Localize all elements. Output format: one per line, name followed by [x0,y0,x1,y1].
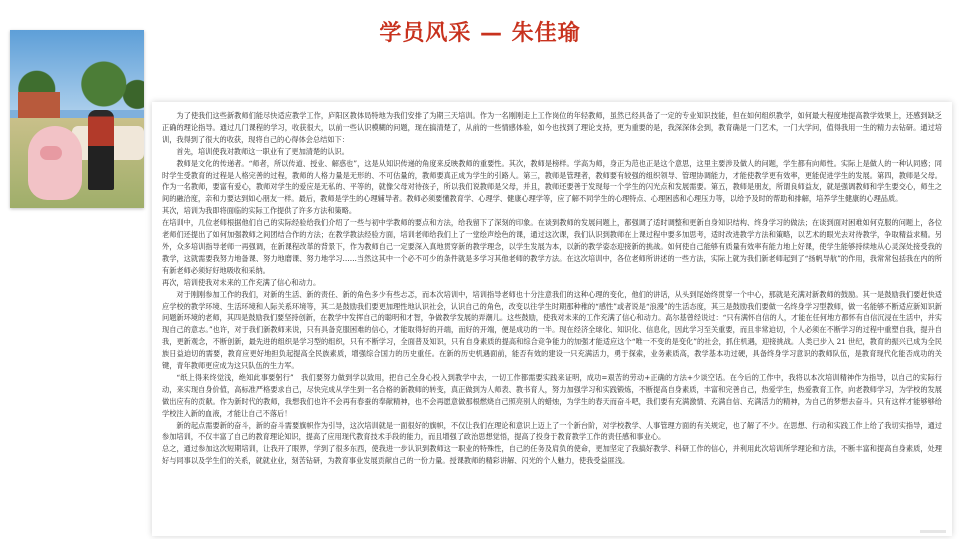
essay-heading: 再次，培训使我对未来的工作充满了信心和动力。 [162,277,321,287]
essay-paragraph: 为了使我们这些新教师们能尽快适应教学工作，庐阳区教体局特地为我们安排了为期三天培训。作为一名刚刚走上工作岗位的年轻教师，虽然已经具备了一定的专业知识技能，但在如何组织教学，如何最大程度地提高教学效果上，还感到缺乏正确的理论指导。通过几门课程的学习，收获很大，以前一些认识模糊的问题，现在搞清楚了，从前的一些情感体验，如今也找到了理论支持，更为重要的是，我深深体会到，教育确是一门艺术，一门大学问，值得我用一生的精力去钻研。通过培训，我得到了很大的收获，现将自己的心得体会总结如下： [162,111,942,144]
essay-paragraph: 在培训中，几位老师根据他们自己的实际经验给我们介绍了一些与初中学教师的要点和方法，给我留下了深刻的印象。在谈到教师的发展问题上，都强调了适时调整和更新自身知识结构、终身学习的做法；在谈到面对困难如何克服的问题上，各位老师们还提出了如何加强教师之间团结合作的方法；在教学教法经验方面，培训老师给我们上了一堂绘声绘色的课，通过这次课，我们认识到教师在上课过程中要多加思考，适时改进教学方法和策略，以艺术的眼光去对待教学，争取精益求精。另外，众多培训指导老师一再强调，在新课程改革的背景下，作为教师自己一定要深入真地贯穿新的教学理念，以学生发展为本，以新的教学姿态迎接新的挑战。如何使自己能够有质量有效率有能力地上好课，使学生能够持续地从心灵深处接受我的教学，这就需要我努力地备课、努力地磨课、努力地学习……当然这其中一个必不可少的条件就是多学习其他老师的教学方法。在这次培训中，各位老师所讲述的一些方法，实际上就为我们新老师起到了“扬帆导航”的作用，我常常包括我在内的所有新老师必须好好地吸收和采纳。 [162,218,942,275]
essay-heading: 其次，培训为我即将面临的实际工作提供了许多方法和策略。 [162,206,357,216]
essay-heading: 首先，培训使我对教师这一职业有了更加清楚的认识。 [176,146,349,156]
photo-house [18,92,60,118]
slide-footer-bar [920,530,946,533]
student-photo [10,30,144,208]
page-title: 学员风采 — 朱佳瑜 [379,21,581,46]
essay-paragraph: 新的起点需要新的奋斗，新的奋斗需要旗帜作为引导，这次培训就是一面很好的旗帜，不仅让我们在理论和意识上迈上了一个新台阶，对学校教学、人事管理方面的有关规定，也了解了不少。在思想、行动和实践工作上给了我切实指导，通过参加培训，不仅丰富了自己的教育理论知识，提高了应用现代教育技术手段的能力，而且增强了政治思想觉悟，提高了投身于教育教学工作的责任感和事业心。 [162,420,942,442]
photo-person [88,110,114,190]
essay-paragraph: 总之，通过参加这次短期培训，让我开了眼界，学到了很多东西，使我进一步认识到教师这一职业的特殊性，自己的任务及肩负的使命，更加坚定了我搞好教学、科研工作的信心，并利用此次培训所学理论和方法，不断丰富和提高自身素质，处理好与同事以及学生们的关系，就就业业，刻苦钻研，为教育事业发展贡献自己的一份力量。授课教师的精彩讲解、闪光的个人魅力，使我受益匪浅。 [162,444,942,466]
essay-paragraph: 教师是文化的传递者。“师者，所以传道、授业、解惑也”，这是从知识传递的角度来反映教师的重要性。其次，教师是榜样。学高为师，身正为范也正是这个意思，这里主要涉及做人的问题，学生都有向师性。实际上是做人的一种认同感；同时学生受教育的过程是人格完善的过程，教师的人格力量是无形的、不可估量的，教师要真正成为学生的引路人。第三，教师是管理者，教师要有较强的组织领导、管理协调能力，才能使教学更有效率，更能促进学生的发展。第四，教师是父母。作为一名教师，要富有爱心，教师对学生的爱应是无私的、平等的，就像父母对待孩子，所以我们说教师是父母，并且，教师还要善于发现每一个学生的闪光点和发展需要。第五，教师是朋友，所谓良师益友，就是强调教师和学生要交心，师生之间的融洽度，亲和力要达到如心朋友一样。最后，教师是学生的心理辅导者。教师必须要懂教育学、心理学、健康心理学等，应了解不同学生的心理特点、心理困惑和心理压力等，以给予及时的帮助和排解，培养学生健康的心理品质。 [162,158,942,204]
photo-pig-statue [28,126,82,200]
essay-paragraph: 对于刚刚参加工作的我们，对新的生活、新的责任、新的角色多少有些忐忑，而本次培训中，培训指导老师也十分注意我们的这种心理的变化，他们的讲话，从头到尾始终贯穿一个中心，那就是充满对新教师的鼓励。其一是鼓励我们要赶快适应学校的教学环境、生活环境和人际关系环境等，其二是鼓励我们要更加理性地认识社会，认识自己的角色，改变以往学生时期那种稚的“感性”或者说是“浪漫”的生活态度，其三是鼓励我们要做一名终身学习型教师，做一名能够不断适应新知识新问题新环境的老师，其四是鼓励我们要坚持创新，在教学中发挥自己的聪明和才智，争做教学发展的弄潮儿。这些鼓励，使我对未来的工作充满了信心和动力。高尔基曾经说过：“只有满怀自信的人，才能在任何地方都怀有自信沉浸在生活中，并实现自己的意志。”也许，对于我们新教师来说，只有具备克服困难的信心，才能取得好的开端，而好的开端，便是成功的一半。现在经济全球化、知识化、信息化，因此学习至关重要，而且非常迫切，个人必须在不断学习的过程中重塑自我，提升自我，更新观念，不断创新，最先进的组织是学习型的组织，只有不断学习，全面普及知识，只有自身素质的提高和综合竞争能力的加强才能适应这个“唯一不变的是变化”的社会，抓住机遇，迎接挑战。人类已步入 21 世纪，教育的振兴已成为全民族日益迫切的需要，教育应更好地担负起提高全民族素质，增强综合国力的历史重任。在新的历史机遇面前，能否有效的建设一只充满活力，勇于探索，业务素质高，教学基本功过硬，具备终身学习意识的教师队伍，是教育现代化能否成功的关键，青年教师更应成为这只队伍的生力军。 [162,289,942,371]
essay-document [152,102,952,536]
essay-paragraph: “纸上得来终觉浅，绝知此事要躬行” 我们要努力做到学以致用，把自己全身心投入到教学中去，一切工作都需要实践来证明，成功=艰苦的劳动+正确的方法+少谈空话。在今后的工作中，我将以本次培训精神作为指导，以自己的实际行动，来实现自身价值，高标准严格要求自己，尽快完成从学生到一名合格的新教师的转变，真正做到为人师表、教书育人，努力加强学习和实践锻炼，不断提高自身素质，丰富和完善自己，热爱学生，热爱教育工作，向老教师学习，为学校的发展做出应有的贡献。作为新时代的教师，我想我们也许不会再有春蚕的奉献精神，也不会再愿意做那根燃烧自己照亮别人的蜡烛，为学生的春天而奋斗吧，我们要有充满激情、充满自信、充满活力的精神，为自己的梦想去奋斗。只有这样才能够够给学校注入新的血液，才能让自己不落后！ [162,372,942,418]
photo-pig-snout [40,146,62,160]
